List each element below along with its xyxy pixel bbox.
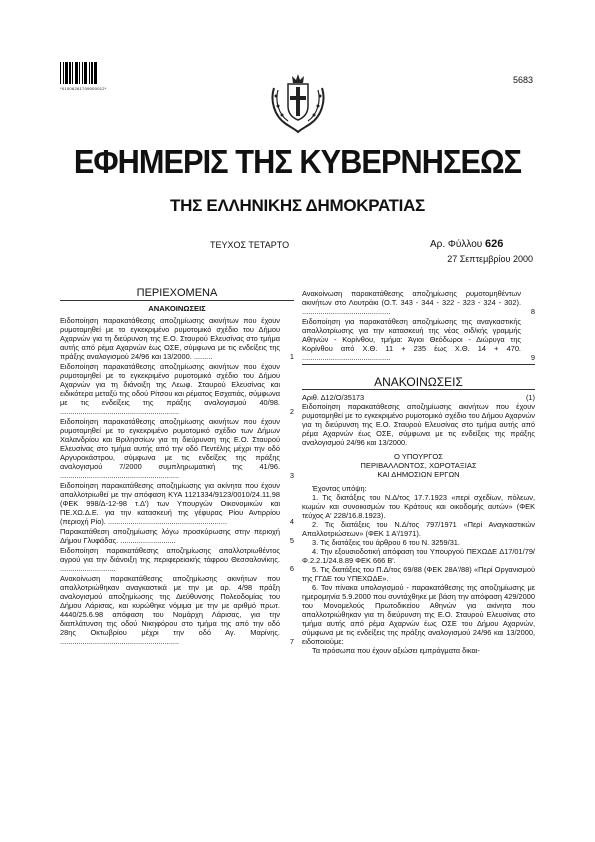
contents-entry: Παρακατάθεση αποζημίωσης λόγω προσκύρωσης στην περιοχή Δήμου Γλυφάδας. ........................... 5: [60, 527, 294, 545]
decision-intro: Ειδοποίηση παρακατάθεσης αποζημίωσης ακινήτων που έχουν ρυμοτομηθεί με το εγκεκριμένο ρυμοτομικό σχέδιο του Δήμου Αχαρνών για τη διεύρυνση της Ε.Ο. Σταυρού Ελευσίνας στο τμήμα αυτής από ρέμα Αχαρνών έως ΟΣΕ, σύμφωνα με τις ενδείξεις της πράξης αναλογισμού 24/96 και 13/2000.: [302, 402, 535, 447]
sheet-value: 626: [485, 238, 504, 250]
contents-heading: ΠΕΡΙΕΧΟΜΕΝΑ: [136, 287, 218, 299]
barcode-bar: [89, 62, 90, 84]
issue-date: 27 Σεπτεμβρίου 2000: [447, 254, 533, 264]
contents-entry: Ειδοποίηση παρακατάθεσης αποζημίωσης απαλλοτριωθέντος αγρού για την διάνοιξη της περιφερειακής τάφρου Θεσσαλονίκης. ........................... 6: [60, 546, 294, 573]
barcode-bar: [63, 62, 64, 84]
contents-column: [60, 289, 294, 647]
contents-entry: Ειδοποίηση παρακατάθεσης αποζημίωσης για ακίνητα που έχουν απαλλοτριωθεί με την απόφαση ΚΥΑ 1121334/9123/0010/24.11.98 (ΦΕΚ 998/Δ-12-98 τ.Δ') των Υπουργών Οικονομικών και ΠΕ.ΧΩ.Δ.Ε. για την κατασκευή της γέφυρας Ρίου Αντιρρίου (περιοχή Ρίο). .......................................................... 4: [60, 481, 294, 526]
barcode-bar: [60, 62, 61, 84]
barcode-bar: [84, 62, 87, 84]
sheet-label: Αρ. Φύλλου: [430, 239, 483, 250]
barcode-text: *01006261709000012*: [60, 86, 107, 91]
contents-entry: Ανακοίνωση παρακατάθεσης αποζημίωσης ακινήτων που απαλλοτριώθηκαν αναγκαστικά με την με αρ. 4/98 πράξη αναλογισμού αποζημίωσης της Διεύθυνσης Πολεοδομίας του Δήμου Λάρισας, και κυρώθηκε νόμιμα με την με αριθμό πρωτ. 4440/25.6.98 απόφαση του Νομάρχη Λάρισας, για την διαπλάτυνση της οδού Νικηφόρου στο τμήμα της από την οδό 28ης Οκτωβρίου μέχρι την οδό Αγ. Μαρίνης. .......................................................... 7: [60, 574, 294, 646]
decision-index: (1): [525, 393, 535, 402]
barcode-bar: [75, 62, 78, 84]
barcode-bar: [72, 62, 73, 84]
barcode-bar: [79, 62, 80, 84]
announcements-column: [302, 289, 535, 655]
contents-section: ΑΝΑΚΟΙΝΩΣΕΙΣ: [148, 304, 206, 313]
barcode-bar: [69, 62, 71, 84]
sheet-number: [430, 238, 503, 250]
contents-entry: Ανακοίνωση παρακατάθεσης αποζημίωσης ρυμοτομηθέντων ακινήτων στο Λουτράκι (Ο.Τ. 343 - 344 - 322 - 323 - 324 - 302). ........................................... 8: [302, 289, 535, 316]
contents-entry: Ειδοποίηση παρακατάθεσης αποζημίωσης ακινήτων που έχουν ρυμοτομηθεί με το εγκεκριμένο ρυμοτομικό σχέδιο του Δήμου Αχαρνών για τη διεύρυνση της Ε.Ο. Σταυρού Ελευσίνας στο τμήμα αυτής από ρέμα Αχαρνών έως ΟΣΕ, σύμφωνα με τις ενδείξεις της πράξης αναλογισμού 24/96 και 13/2000. ......... 1: [60, 316, 294, 361]
consideration-item: 6. Τον πίνακα υπολογισμού - παρακατάθεσης της αποζημίωσης με ημερομηνία 5.9.2000 που συντάχθηκε με βάση την απόφαση 429/2000 του Μονομελούς Πρωτοδικείου Αθηνών για ακίνητα που απαλλοτριώθηκαν για τη διεύρυνση της Ε.Ο. Σταυρού Ελευσίνας στο τμήμα αυτής από ρέμα Αχαρνών έως ΟΣΕ του Δήμου Αχαρνών, σύμφωνα με τις ενδείξεις της πράξης αναλογισμού 24/96 και 13/2000, ειδοποιούμε:: [302, 583, 535, 646]
announcements-heading: ΑΝΑΚΟΙΝΩΣΕΙΣ: [374, 375, 463, 389]
divider: [302, 389, 535, 390]
contents-entry: Ειδοποίηση παρακατάθεσης αποζημίωσης ακινήτων που έχουν ρυμοτομηθεί με το εγκεκριμένο ρυμοτομικό σχέδιο των Δήμων Χαλανδρίου και Βριλησσίων για τη διεύρυνση της Ε.Ο. Σταυρού Ελευσίνας στο τμήμα αυτής από την οδό Πεντέλης μέχρι την οδό Αργυροκάστρου, σύμφωνα με τις ενδείξεις της πράξης αναλογισμού 7/2000 συμπληρωματική της 41/96. .......................................................... 3: [60, 417, 294, 480]
considering-label: Έχοντας υπόψη:: [312, 484, 367, 493]
consideration-item: 3. Τις διατάξεις του άρθρου 6 του Ν. 3259/31.: [312, 538, 460, 547]
divider: [60, 300, 294, 301]
barcode: [60, 62, 116, 84]
barcode-bar: [91, 62, 93, 84]
page-number: 5683: [512, 75, 533, 85]
contents-entry: Ειδοποίηση παρακατάθεσης αποζημίωσης ακινήτων που έχουν ρυμοτομηθεί με το εγκεκριμένο ρυμοτομικό σχέδιο του Δήμου Αχαρνών για τη διάνοιξη της Λεωφ. Σταυρού Ελευσίνας και ειδικότερα μεταξύ της οδού Ρίτσου και ρέματος Εσχατιάς, σύμφωνα με τις ενδείξεις της πράξης αναλογισμού 40/98. .......................................................... 2: [60, 362, 294, 416]
consideration-item: 2. Τις διατάξεις του Ν.Δ/τος 797/1971 «Περί Αναγκαστικών Απαλλοτριώσεων» (ΦΕΚ 1 Α'/1971).: [302, 520, 535, 538]
barcode-bar: [82, 62, 83, 84]
issue-type: ΤΕΥΧΟΣ ΤΕΤΑΡΤΟ: [210, 240, 290, 250]
coat-of-arms-icon: [266, 66, 330, 134]
consideration-item: 5. Τις διατάξεις του Π.Δ/τος 69/88 (ΦΕΚ 28Α'/88) «Περί Οργανισμού της ΓΓΔΕ του ΥΠΕΧΩΔΕ».: [302, 565, 535, 583]
barcode-bar: [65, 62, 68, 84]
minister-title: Ο ΥΠΟΥΡΓΟΣ ΠΕΡΙΒΑΛΛΟΝΤΟΣ, ΧΩΡΟΤΑΞΙΑΣ ΚΑΙ ΔΗΜΟΣΙΩΝ ΕΡΓΩΝ: [360, 452, 477, 479]
contents-entry: Ειδοποίηση για παρακατάθεση αποζημίωσης της αναγκαστικής απαλλοτρίωσης για την κατασκευή της νέας σιδ/κής γραμμής Αθηνών - Κορίνθου, τμήμα: Άγιοι Θεόδωροι - Διώρυγα της Κορίνθου από Χ.Θ. 11 + 235 έως Χ.Θ. 14 + 470. ........................................... 9: [302, 317, 535, 362]
closing-text: Τα πρόσωπα που έχουν αξιώσει εμπράγματα δικαι-: [312, 646, 480, 655]
consideration-item: 1. Τις διατάξεις του Ν.Δ/τος 17.7.1923 «περί σχεδίων, πόλεων, κωμών και συνοικισμών του Κράτους και οικοδομής αυτών» (ΦΕΚ τεύχος Α' 228/16.8.1923).: [302, 493, 535, 520]
barcode-bar: [94, 62, 97, 84]
decision-number: Αριθ. Δ12/Ο/35173: [302, 393, 365, 402]
gazette-subtitle: ΤΗΣ ΕΛΛΗΝΙΚΗΣ ΔΗΜΟΚΡΑΤΙΑΣ: [170, 196, 425, 215]
divider: [302, 364, 535, 365]
consideration-item: 4. Την εξουσιοδοτική απόφαση του Υπουργού ΠΕΧΩΔΕ Δ17/01/79/Φ.2.2.1/24.8.89 ΦΕΚ 666 Β'.: [302, 547, 535, 565]
gazette-title: ΕΦΗΜΕΡΙΣ ΤΗΣ ΚΥΒΕΡΝΗΣΕΩΣ: [73, 143, 522, 180]
decision-number-row: [302, 393, 535, 402]
